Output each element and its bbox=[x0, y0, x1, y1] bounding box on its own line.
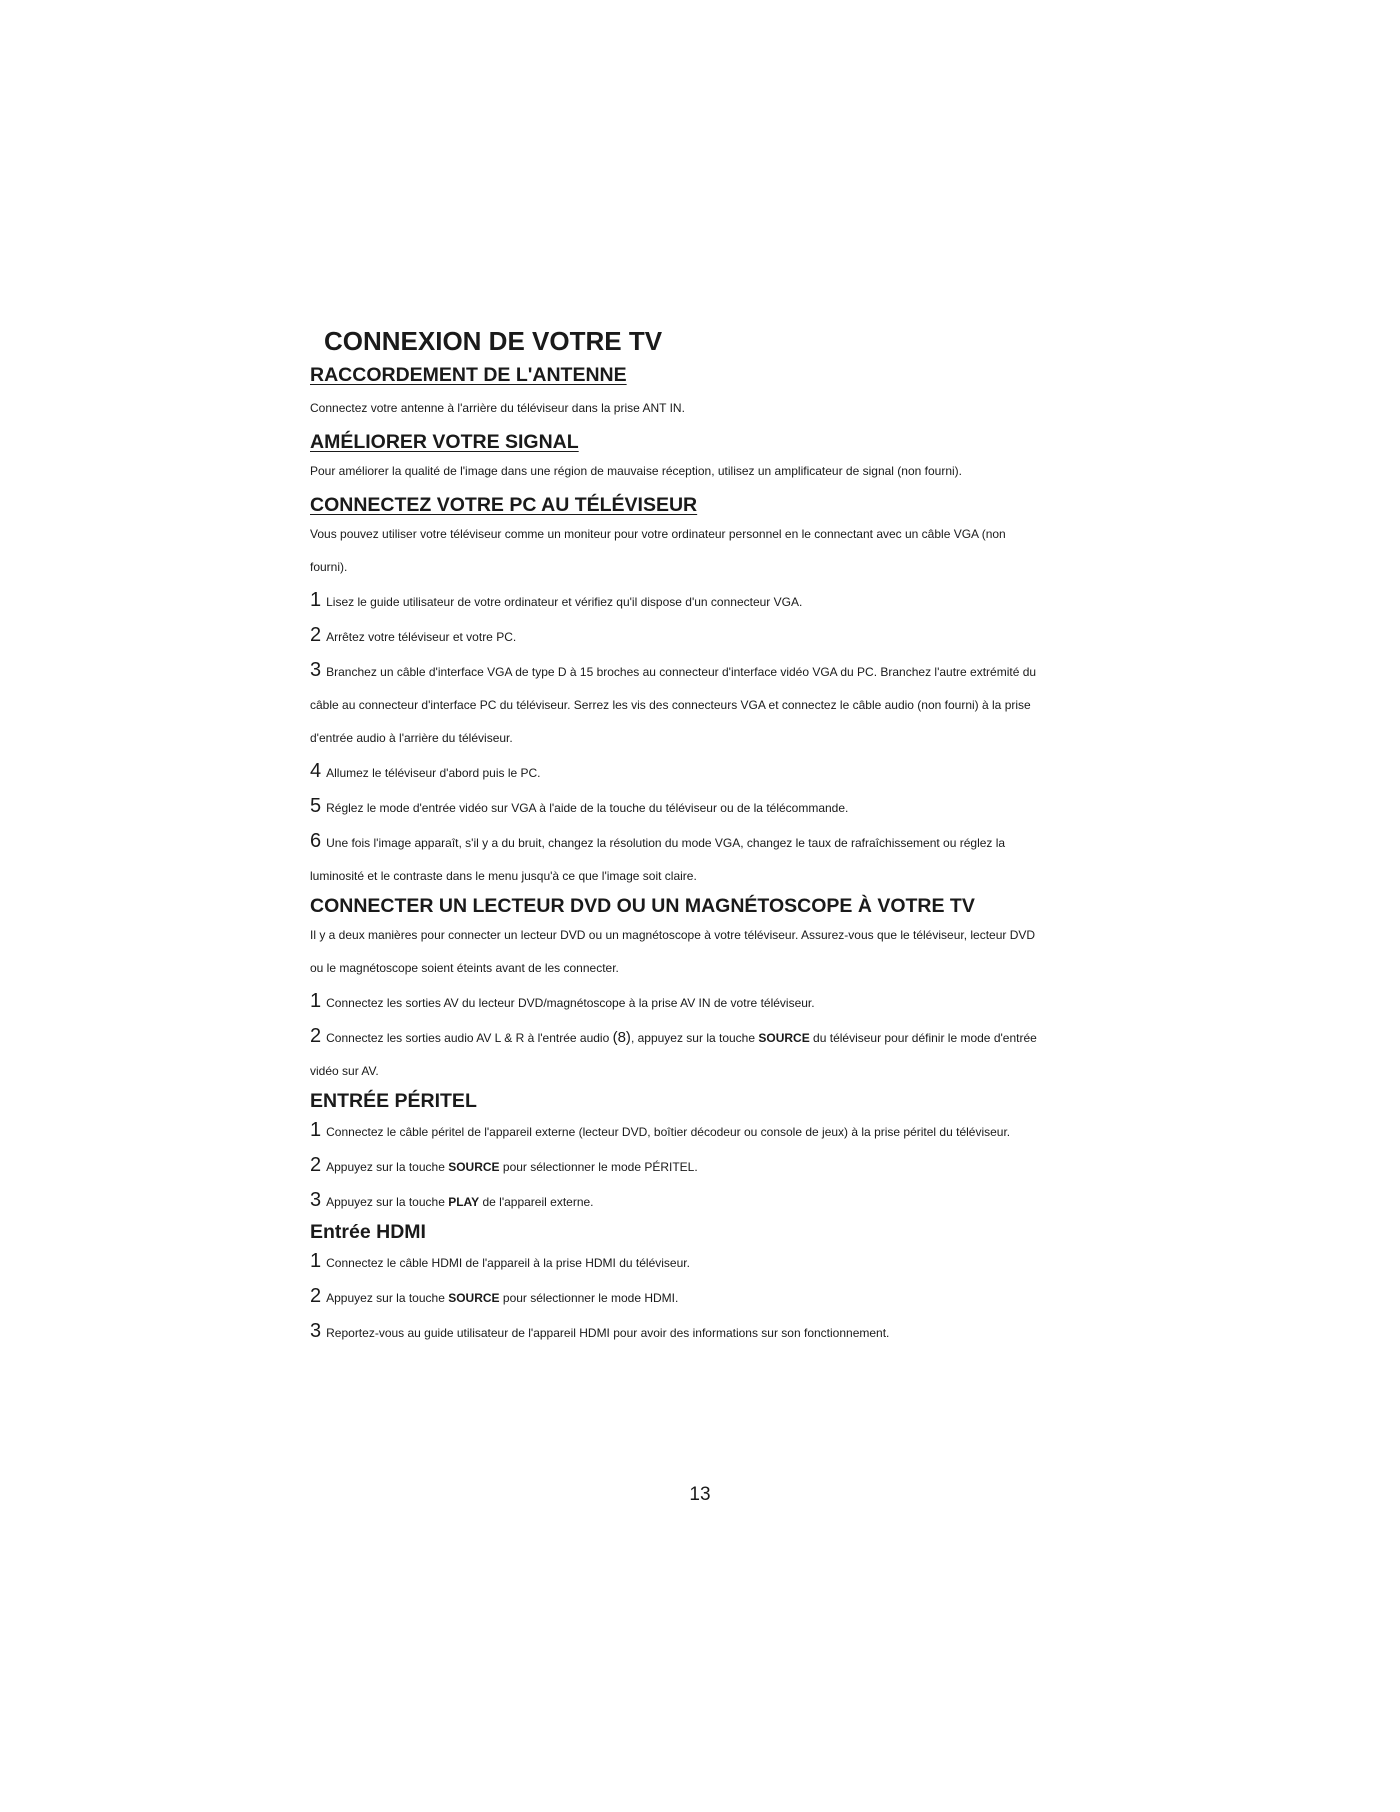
dvd-intro-line1: Il y a deux manières pour connecter un lecteur DVD ou un magnétoscope à votre téléviseur. Assurez-vous que le téléviseur, lecteur DVD bbox=[310, 928, 1036, 942]
source-key: SOURCE bbox=[448, 1291, 500, 1305]
step-text: Connectez le câble péritel de l'appareil externe (lecteur DVD, boîtier décodeur ou console de jeux) à la prise péritel du téléviseur. bbox=[326, 1125, 1011, 1139]
step-text-line2: câble au connecteur d'interface PC du téléviseur. Serrez les vis des connecteurs VGA et connectez le câble audio (non fourni) à la prise bbox=[310, 698, 1031, 712]
step-text: , appuyez sur la touche bbox=[630, 1031, 756, 1045]
step-text: Allumez le téléviseur d'abord puis le PC. bbox=[326, 766, 541, 780]
step-number: 1 bbox=[310, 990, 322, 1012]
pc-step-5 bbox=[310, 790, 1110, 825]
step-number: 1 bbox=[310, 589, 322, 611]
step-text: Branchez un câble d'interface VGA de type D à 15 broches au connecteur d'interface vidéo VGA du PC. Branchez l'autre extrémité du bbox=[326, 665, 1037, 679]
pc-step-2 bbox=[310, 619, 1110, 654]
dvd-step-2 bbox=[310, 1020, 1110, 1088]
step-text-line2: vidéo sur AV. bbox=[310, 1064, 379, 1078]
step-number: 1 bbox=[310, 1250, 322, 1272]
step-number: 4 bbox=[310, 760, 322, 782]
dvd-intro-line2: ou le magnétoscope soient éteints avant de les connecter. bbox=[310, 961, 619, 975]
heading-antenne: RACCORDEMENT DE L'ANTENNE bbox=[310, 364, 627, 386]
step-text: Arrêtez votre téléviseur et votre PC. bbox=[326, 630, 517, 644]
hdmi-step-2 bbox=[310, 1280, 1110, 1315]
audio-input-ref: (8) bbox=[612, 1029, 631, 1046]
peritel-step-1 bbox=[310, 1114, 1110, 1149]
step-number: 2 bbox=[310, 1025, 322, 1047]
pc-step-6 bbox=[310, 825, 1110, 893]
step-text: Appuyez sur la touche bbox=[326, 1195, 445, 1209]
page-number: 13 bbox=[689, 1484, 711, 1505]
hdmi-step-1 bbox=[310, 1245, 1110, 1280]
step-number: 3 bbox=[310, 659, 322, 681]
hdmi-step-3 bbox=[310, 1315, 1110, 1350]
source-key: SOURCE bbox=[758, 1031, 810, 1045]
peritel-step-3 bbox=[310, 1184, 1110, 1219]
source-key: SOURCE bbox=[448, 1160, 500, 1174]
step-text: Lisez le guide utilisateur de votre ordinateur et vérifiez qu'il dispose d'un connecteur VGA. bbox=[326, 595, 803, 609]
step-number: 3 bbox=[310, 1320, 322, 1342]
heading-signal: AMÉLIORER VOTRE SIGNAL bbox=[310, 431, 579, 453]
step-number: 2 bbox=[310, 1285, 322, 1307]
step-number: 2 bbox=[310, 1154, 322, 1176]
step-text: Connectez les sorties AV du lecteur DVD/magnétoscope à la prise AV IN de votre téléviseur. bbox=[326, 996, 815, 1010]
step-text: Appuyez sur la touche bbox=[326, 1160, 445, 1174]
step-text: de l'appareil externe. bbox=[482, 1195, 594, 1209]
step-text: pour sélectionner le mode PÉRITEL. bbox=[502, 1160, 698, 1174]
pc-step-3 bbox=[310, 654, 1110, 755]
heading-dvd: CONNECTER UN LECTEUR DVD OU UN MAGNÉTOSCOPE À VOTRE TV bbox=[310, 895, 975, 917]
play-key: PLAY bbox=[448, 1195, 480, 1209]
step-text: Réglez le mode d'entrée vidéo sur VGA à l'aide de la touche du téléviseur ou de la télécommande. bbox=[326, 801, 849, 815]
step-text: pour sélectionner le mode HDMI. bbox=[502, 1291, 679, 1305]
step-number: 3 bbox=[310, 1189, 322, 1211]
heading-pc: CONNECTEZ VOTRE PC AU TÉLÉVISEUR bbox=[310, 494, 698, 516]
pc-intro-line1: Vous pouvez utiliser votre téléviseur comme un moniteur pour votre ordinateur personnel en le connectant avec un câble VGA (non bbox=[310, 527, 1006, 541]
step-text: Connectez les sorties audio AV L & R à l'entrée audio bbox=[326, 1031, 610, 1045]
step-number: 2 bbox=[310, 624, 322, 646]
signal-text: Pour améliorer la qualité de l'image dans une région de mauvaise réception, utilisez un amplificateur de signal (non fourni). bbox=[310, 464, 962, 478]
step-text-line3: d'entrée audio à l'arrière du téléviseur. bbox=[310, 731, 513, 745]
heading-hdmi: Entrée HDMI bbox=[310, 1221, 426, 1243]
step-text: Connectez le câble HDMI de l'appareil à la prise HDMI du téléviseur. bbox=[326, 1256, 690, 1270]
step-number: 5 bbox=[310, 795, 322, 817]
step-text: Une fois l'image apparaît, s'il y a du bruit, changez la résolution du mode VGA, changez le taux de rafraîchissement ou réglez la bbox=[326, 836, 1006, 850]
step-text-line2: luminosité et le contraste dans le menu jusqu'à ce que l'image soit claire. bbox=[310, 869, 697, 883]
pc-step-4 bbox=[310, 755, 1110, 790]
step-text: Appuyez sur la touche bbox=[326, 1291, 445, 1305]
antenne-text: Connectez votre antenne à l'arrière du téléviseur dans la prise ANT IN. bbox=[310, 401, 685, 415]
page-title: CONNEXION DE VOTRE TV bbox=[324, 326, 663, 356]
step-number: 6 bbox=[310, 830, 322, 852]
peritel-step-2 bbox=[310, 1149, 1110, 1184]
step-number: 1 bbox=[310, 1119, 322, 1141]
dvd-step-1 bbox=[310, 985, 1110, 1020]
document-body bbox=[310, 322, 1110, 1350]
step-text: du téléviseur pour définir le mode d'entrée bbox=[813, 1031, 1037, 1045]
pc-intro-line2: fourni). bbox=[310, 560, 348, 574]
heading-peritel: ENTRÉE PÉRITEL bbox=[310, 1090, 477, 1112]
step-text: Reportez-vous au guide utilisateur de l'appareil HDMI pour avoir des informations sur son fonctionnement. bbox=[326, 1326, 890, 1340]
pc-step-1 bbox=[310, 584, 1110, 619]
